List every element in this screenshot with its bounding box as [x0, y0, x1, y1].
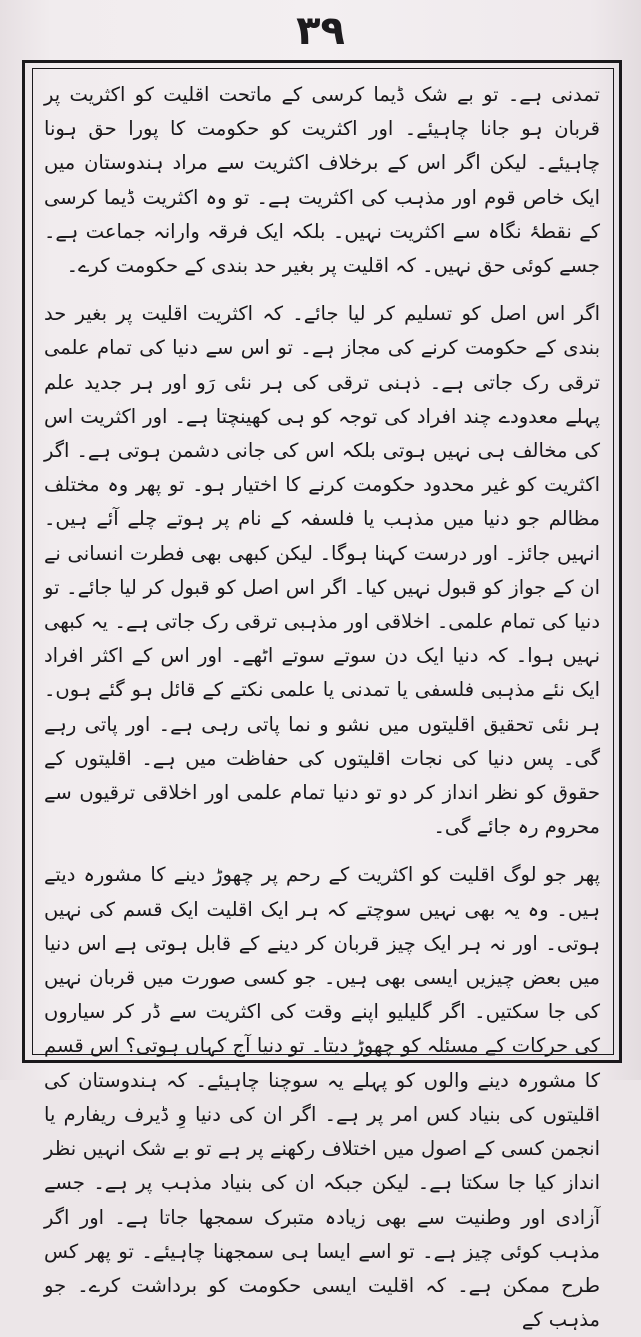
paragraph-3: پھر جو لوگ اقلیت کو اکثریت کے رحم پر چھوڑ دینے کا مشورہ دیتے ہیں۔ وہ یہ بھی نہیں سوچتے کہ ہر ایک اقلیت ایک قسم کی نہیں ہوتی۔ اور نہ ہر ایک چیز قربان کر دینے کے قابل ہوتی ہے اس دنیا میں بعض چیزیں ایسی بھی ہیں۔ جو کسی صورت میں قربان نہیں کی جا سکتیں۔ اگر گلیلیو اپنے وقت کی اکثریت سے ڈر کر سیاروں کی حرکات کے مسئلہ کو چھوڑ دیتا۔ تو دنیا آج کہاں ہوتی؟ اس قسم کا مشورہ دینے والوں کو پہلے یہ سوچنا چاہیئے۔ کہ ہندوستان کی اقلیتوں کی بنیاد کس امر پر ہے۔ اگر ان کی دنیا وِ ڈیرف ریفارم یا انجمن کسی کے اصول میں اختلاف رکھنے پر ہے تو بے شک انہیں نظر انداز کیا جا سکتا ہے۔ لیکن جبکہ ان کی بنیاد مذہب پر ہے۔ جسے آزادی اور وطنیت سے بھی زیادہ متبرک سمجھا جاتا ہے۔ اور اگر مذہب کوئی چیز ہے۔ تو اسے ایسا ہی سمجھنا چاہیئے۔ تو پھر کس طرح ممکن ہے۔ کہ اقلیت ایسی حکومت کو برداشت کرے۔ جو مذہب کے: [44, 863, 600, 1332]
paragraph-1: تمدنی ہے۔ تو بے شک ڈیما کرسی کے ماتحت اقلیت کو اکثریت پر قربان ہو جانا چاہیئے۔ اور اکثریت کو حکومت کا پورا حق ہونا چاہیئے۔ لیکن اگر اس کے برخلاف اکثریت سے مراد ہندوستان میں ایک خاص قوم اور مذہب کی اکثریت ہے۔ تو وہ اکثریت ڈیما کرسی کے نقطۂ نگاہ سے اکثریت نہیں۔ بلکہ ایک فرقہ وارانہ جماعت ہے۔ جسے کوئی حق نہیں۔ کہ اقلیت پر بغیر حد بندی کے حکومت کرے۔: [44, 83, 600, 278]
page-number: ۳۹: [296, 8, 345, 54]
paragraph-2: اگر اس اصل کو تسلیم کر لیا جائے۔ کہ اکثریت اقلیت پر بغیر حد بندی کے حکومت کرنے کی مجاز ہے۔ تو اس سے دنیا کی تمام علمی ترقی رک جاتی ہے۔ ذہنی ترقی کی ہر نئی رَو اور ہر جدید علم پہلے معدودے چند افراد کی توجہ کو ہی کھینچتا ہے۔ اور اکثریت اس کی مخالف ہی نہیں ہوتی بلکہ اس کی جانی دشمن ہوتی ہے۔ اگر اکثریت کو غیر محدود حکومت کرنے کا اختیار ہو۔ تو پھر وہ مختلف مظالم جو دنیا میں مذہب یا فلسفہ کے نام پر ہوتے چلے آئے ہیں۔ انہیں جائز۔ اور درست کہنا ہوگا۔ لیکن کبھی بھی فطرت انسانی نے ان کے جواز کو قبول نہیں کیا۔ اگر اس اصل کو قبول کر لیا جائے۔ تو دنیا کی تمام علمی۔ اخلاقی اور مذہبی ترقی رک جاتی ہے۔ یہ کبھی نہیں ہوا۔ کہ دنیا ایک دن سوتے سوتے اٹھے۔ اور اس کے اکثر افراد ایک نئے مذہبی فلسفی یا تمدنی یا علمی نکتے کے قائل ہو گئے ہوں۔ ہر نئی تحقیق اقلیتوں میں نشو و نما پاتی رہی ہے۔ اور پاتی رہے گی۔ پس دنیا کی نجات اقلیتوں کی حفاظت میں ہے۔ اقلیتوں کے حقوق کو نظر انداز کر دو تو دنیا تمام علمی اور اخلاقی ترقیوں سے محروم رہ جائے گی۔: [44, 302, 600, 839]
body-text: [44, 78, 600, 1332]
paragraph-gap: [44, 844, 600, 858]
paragraph-gap: [44, 283, 600, 297]
